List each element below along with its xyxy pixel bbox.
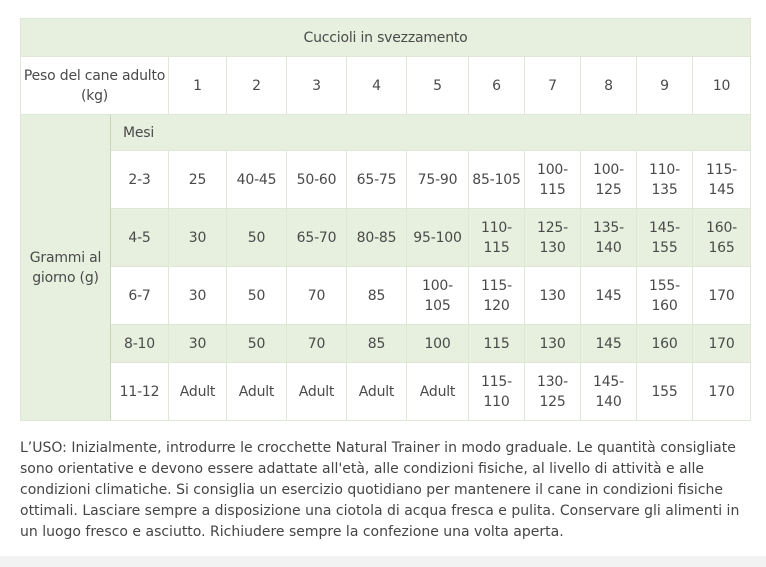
value-cell: 70 bbox=[287, 267, 347, 325]
value-cell: Adult bbox=[287, 363, 347, 421]
table-row bbox=[21, 325, 751, 363]
value-cell: 110-135 bbox=[637, 151, 693, 209]
table-row bbox=[21, 267, 751, 325]
weight-cell: 3 bbox=[287, 57, 347, 115]
weight-header: Peso del cane adulto (kg) bbox=[21, 57, 169, 115]
value-cell: 145 bbox=[581, 325, 637, 363]
value-cell: 85-105 bbox=[469, 151, 525, 209]
value-cell: 170 bbox=[693, 363, 751, 421]
value-cell: Adult bbox=[169, 363, 227, 421]
value-cell: Adult bbox=[407, 363, 469, 421]
value-cell: 85 bbox=[347, 267, 407, 325]
value-cell: 80-85 bbox=[347, 209, 407, 267]
value-cell: 30 bbox=[169, 209, 227, 267]
value-cell: 130 bbox=[525, 325, 581, 363]
table-row bbox=[21, 363, 751, 421]
weight-header-row bbox=[21, 57, 751, 115]
value-cell: 115-110 bbox=[469, 363, 525, 421]
months-cell: 2-3 bbox=[111, 151, 169, 209]
weight-cell: 5 bbox=[407, 57, 469, 115]
value-cell: 100-115 bbox=[525, 151, 581, 209]
value-cell: 30 bbox=[169, 325, 227, 363]
value-cell: Adult bbox=[227, 363, 287, 421]
value-cell: 125-130 bbox=[525, 209, 581, 267]
value-cell: 170 bbox=[693, 267, 751, 325]
value-cell: 50 bbox=[227, 325, 287, 363]
value-cell: 115-145 bbox=[693, 151, 751, 209]
value-cell: 65-70 bbox=[287, 209, 347, 267]
months-cell: 8-10 bbox=[111, 325, 169, 363]
title-row bbox=[21, 19, 751, 57]
value-cell: 160 bbox=[637, 325, 693, 363]
value-cell: 145 bbox=[581, 267, 637, 325]
value-cell: 155 bbox=[637, 363, 693, 421]
value-cell: 170 bbox=[693, 325, 751, 363]
value-cell: 50 bbox=[227, 209, 287, 267]
months-label: Mesi bbox=[111, 115, 751, 151]
value-cell: 115-120 bbox=[469, 267, 525, 325]
feeding-table bbox=[20, 18, 751, 421]
value-cell: 75-90 bbox=[407, 151, 469, 209]
table-title: Cuccioli in svezzamento bbox=[21, 19, 751, 57]
weight-cell: 7 bbox=[525, 57, 581, 115]
bottom-divider bbox=[0, 556, 766, 567]
weight-cell: 6 bbox=[469, 57, 525, 115]
weight-cell: 4 bbox=[347, 57, 407, 115]
months-cell: 6-7 bbox=[111, 267, 169, 325]
months-label-row bbox=[21, 115, 751, 151]
table-row bbox=[21, 209, 751, 267]
value-cell: 40-45 bbox=[227, 151, 287, 209]
table-row bbox=[21, 151, 751, 209]
value-cell: Adult bbox=[347, 363, 407, 421]
value-cell: 135-140 bbox=[581, 209, 637, 267]
value-cell: 155-160 bbox=[637, 267, 693, 325]
side-label: Grammi al giorno (g) bbox=[21, 115, 111, 421]
value-cell: 70 bbox=[287, 325, 347, 363]
value-cell: 25 bbox=[169, 151, 227, 209]
value-cell: 85 bbox=[347, 325, 407, 363]
value-cell: 100-105 bbox=[407, 267, 469, 325]
weight-cell: 9 bbox=[637, 57, 693, 115]
months-cell: 4-5 bbox=[111, 209, 169, 267]
value-cell: 95-100 bbox=[407, 209, 469, 267]
usage-note: L’USO: Inizialmente, introdurre le crocchette Natural Trainer in modo graduale. Le quantità consigliate sono orientative e devono essere adattate all'età, alle condizioni fisiche, al livello di attività e alle condizioni climatiche. Si consiglia un esercizio quotidiano per mantenere il cane in condizioni fisiche ottimali. Lasciare sempre a disposizione una ciotola di acqua fresca e pulita. Conservare gli alimenti in un luogo fresco e asciutto. Richiudere sempre la confezione una volta aperta. bbox=[20, 440, 740, 540]
weight-cell: 2 bbox=[227, 57, 287, 115]
value-cell: 115 bbox=[469, 325, 525, 363]
value-cell: 100-125 bbox=[581, 151, 637, 209]
value-cell: 130 bbox=[525, 267, 581, 325]
weight-cell: 8 bbox=[581, 57, 637, 115]
value-cell: 50-60 bbox=[287, 151, 347, 209]
value-cell: 130-125 bbox=[525, 363, 581, 421]
months-cell: 11-12 bbox=[111, 363, 169, 421]
value-cell: 100 bbox=[407, 325, 469, 363]
value-cell: 30 bbox=[169, 267, 227, 325]
value-cell: 110-115 bbox=[469, 209, 525, 267]
weight-cell: 10 bbox=[693, 57, 751, 115]
value-cell: 65-75 bbox=[347, 151, 407, 209]
value-cell: 50 bbox=[227, 267, 287, 325]
value-cell: 145-140 bbox=[581, 363, 637, 421]
value-cell: 160-165 bbox=[693, 209, 751, 267]
weight-cell: 1 bbox=[169, 57, 227, 115]
value-cell: 145-155 bbox=[637, 209, 693, 267]
